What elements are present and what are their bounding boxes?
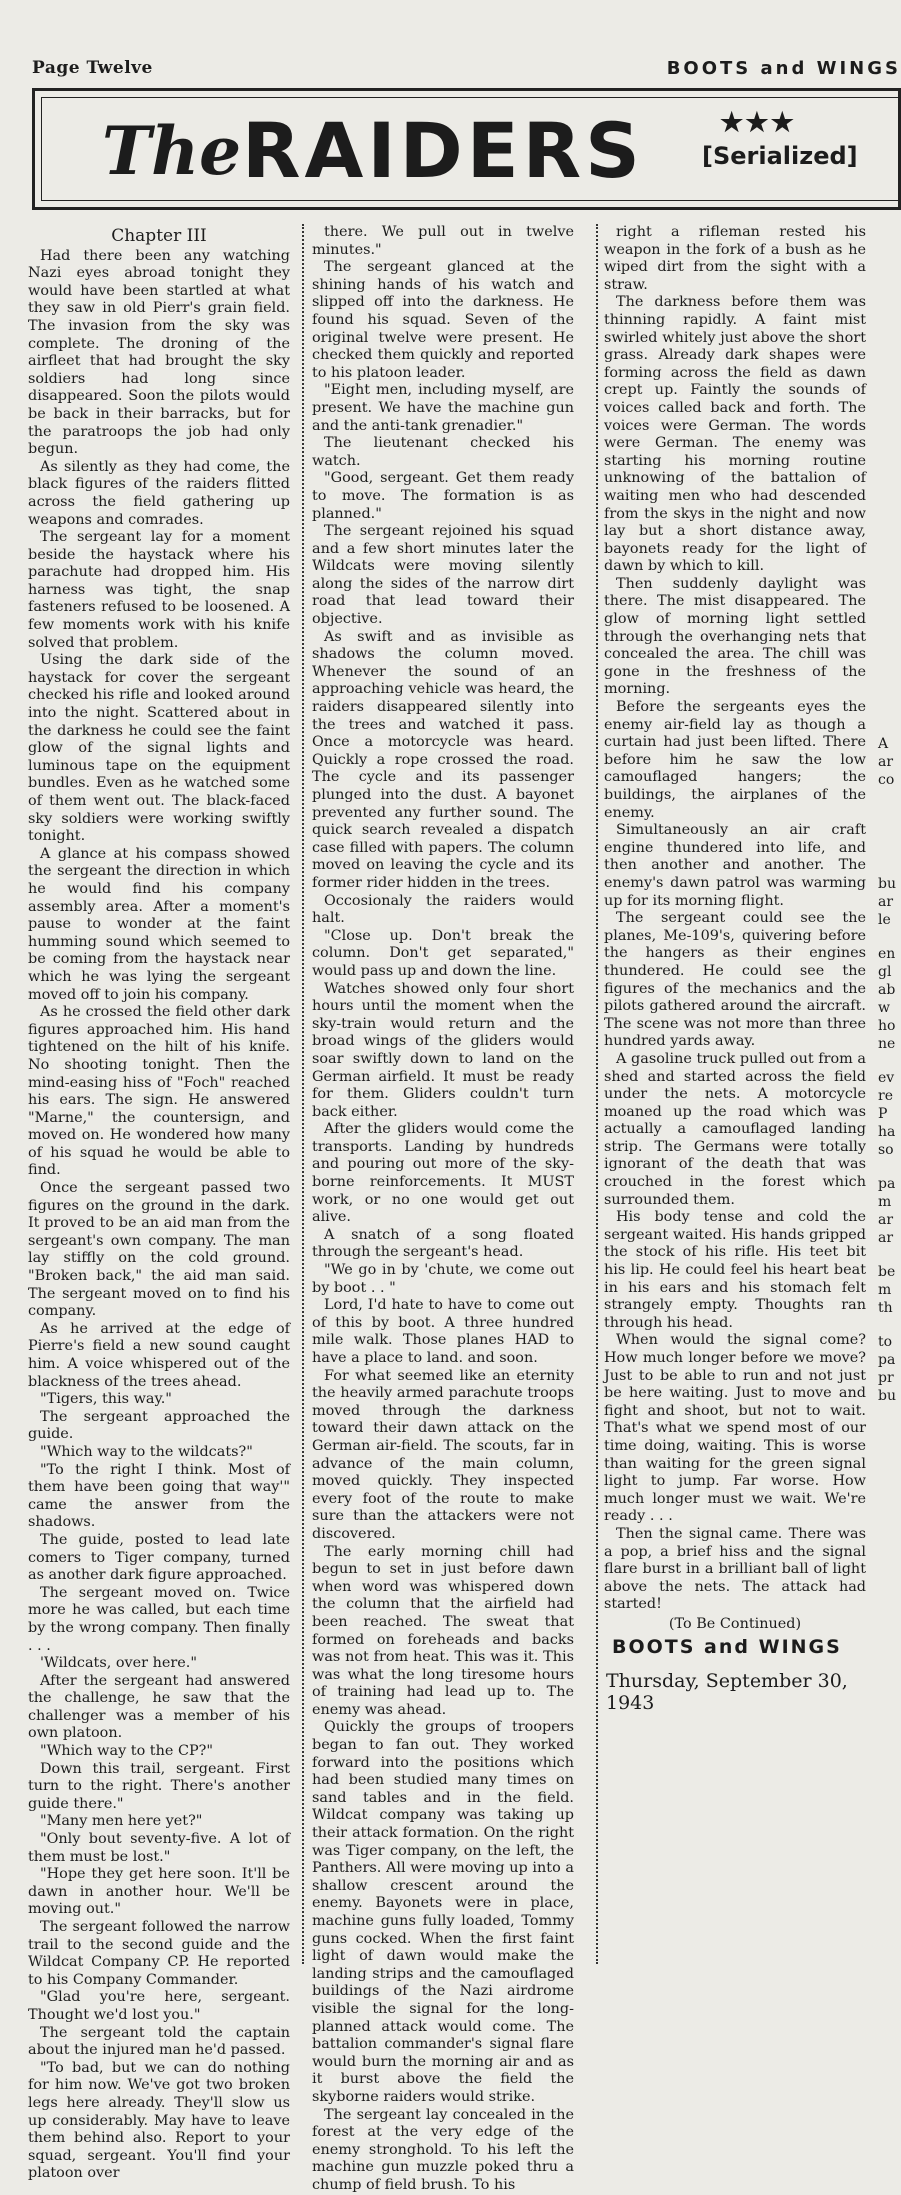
paragraph: "We go in by 'chute, we come out by boot . . " <box>312 1262 574 1296</box>
paragraph: The guide, posted to lead late comers to Tiger company, turned as another dark figure approached. <box>28 1531 290 1584</box>
paragraph: Then the signal came. There was a pop, a brief hiss and the signal flare burst in a brilliant ball of light above the nets. The attack had started! <box>604 1525 866 1613</box>
edge-fragment: en <box>878 946 896 962</box>
serialized-label: [Serialized] <box>702 142 858 170</box>
edge-fragment: m <box>878 1282 892 1298</box>
paragraph: The sergeant could see the planes, Me-109's, quivering before the hangers as their engines thundered. He could see the figures of the mechanics and the pilots gathered around the aircraft. The scene was not more than three hundred yards away. <box>604 910 866 1050</box>
edge-fragment: ha <box>878 1124 896 1140</box>
article-column-2 <box>312 224 574 2195</box>
paragraph: "To bad, but we can do nothing for him now. We've got two broken legs here already. They'll slow us up considerably. May have to leave them behind also. Report to your squad, sergeant. You'll find your platoon over <box>28 2059 290 2182</box>
paragraph: 'Wildcats, over here." <box>40 1655 198 1672</box>
edge-fragment: ho <box>878 1018 896 1034</box>
paragraph: The sergeant lay concealed in the forest at the very edge of the enemy stronghold. To his left the machine gun muzzle poked thru a chump of field brush. To his <box>312 2106 574 2193</box>
publication-name: BOOTS and WINGS <box>666 58 901 79</box>
edge-fragment: bu <box>878 876 896 892</box>
edge-fragment: pr <box>878 1370 894 1386</box>
paragraph: After the sergeant had answered the challenge, he saw that the challenger was a member of his own platoon. <box>28 1672 290 1742</box>
column-body <box>28 248 290 2183</box>
edge-fragment: gl <box>878 964 892 980</box>
edge-fragment: to <box>878 1334 893 1350</box>
paragraph: Simultaneously an air craft engine thundered into life, and then another and another. The enemy's dawn patrol was warming up for its morning flight. <box>604 822 866 909</box>
paragraph: The sergeant approached the guide. <box>28 1408 290 1443</box>
footer-publication: BOOTS and WINGS <box>612 1636 842 1658</box>
paragraph: As swift and as invisible as shadows the column moved. Whenever the sound of an approaching vehicle was heard, the raiders disappeared silently into the trees and watched it pass. Once a motorcycle was heard. Quickly a rope crossed the road. The cycle and its passenger plunged into the dust. A bayonet prevented any further sound. The quick search revealed a dispatch case filled with papers. The column moved on leaving the cycle and its former rider hidden in the trees. <box>312 628 574 891</box>
edge-fragment: le <box>878 912 891 928</box>
title-banner <box>32 88 901 210</box>
paragraph: Occosionaly the raiders would halt. <box>312 892 574 927</box>
edge-fragment: re <box>878 1088 893 1104</box>
edge-fragment: pa <box>878 1352 896 1368</box>
edge-fragment: ar <box>878 754 894 770</box>
paragraph: "Glad you're here, sergeant. Thought we'd lost you." <box>28 1989 290 2023</box>
paragraph: "Eight men, including myself, are present. We have the machine gun and the anti-tank grenadier." <box>312 382 574 434</box>
paragraph: Then suddenly daylight was there. The mist disappeared. The glow of morning light settled through the overhanging nets that concealed the area. The chill was gone in the freshness of the morning. <box>604 575 866 698</box>
paragraph: "Hope they get here soon. It'll be dawn in another hour. We'll be moving out." <box>28 1866 290 1918</box>
chapter-heading: Chapter III <box>111 226 207 246</box>
paragraph: Down this trail, sergeant. First turn to the right. There's another guide there." <box>28 1760 290 1812</box>
paragraph: The early morning chill had begun to set in just before dawn when word was whispered down the column that the airfield had been reached. The sweat that formed on foreheads and backs was not from heat. This was it. This was what the long tiresome hours of training had lead up to. The enemy was ahead. <box>312 1543 574 1718</box>
paragraph: Lord, I'd hate to have to come out of this by boot. A three hundred mile walk. Those planes HAD to have a place to land. and soon. <box>312 1297 574 1366</box>
edge-fragment: be <box>878 1264 896 1280</box>
paragraph: "To the right I think. Most of them have been going that way'" came the answer from the shadows. <box>28 1461 290 1531</box>
paragraph: Once the sergeant passed two figures on the ground in the dark. It proved to be an aid man from the sergeant's own company. The man lay stiffly on the cold ground. "Broken back," the aid man said. The sergeant moved on to find his company. <box>28 1180 290 1320</box>
paragraph: "Which way to the wildcats?" <box>40 1443 253 1460</box>
edge-fragment: P <box>878 1106 888 1122</box>
edge-fragment: ar <box>878 894 894 910</box>
paragraph: right a rifleman rested his weapon in the fork of a bush as he wiped dirt from the sight with a straw. <box>604 224 866 293</box>
edge-fragment: m <box>878 1194 892 1210</box>
paragraph: As silently as they had come, the black figures of the raiders flitted across the field gathering up weapons and comrades. <box>28 458 290 528</box>
paragraph: For what seemed like an eternity the heavily armed parachute troops moved through the darkness toward their dawn attack on the German air-field. The scouts, far in advance of the main column, moved quickly. They inspected every foot of the route to make sure than the attackers were not discovered. <box>312 1367 574 1542</box>
paragraph: The sergeant glanced at the shining hands of his watch and slipped off into the darkness. He found his squad. Seven of the original twelve were present. He checked them quickly and reported to his platoon leader. <box>312 259 574 381</box>
paragraph: Had there been any watching Nazi eyes abroad tonight they would have been startled at what they saw in old Pierr's grain field. The invasion from the sky was complete. The droning of the airfleet that had brought the sky soldiers had long since disappeared. Soon the pilots would be back in their barracks, but for the paratroops the job had only begun. <box>28 247 290 458</box>
column-body <box>604 224 866 1614</box>
paragraph: A gasoline truck pulled out from a shed and started across the field under the nets. A motorcycle moaned up the road which was actually a camouflaged landing strip. The Germans were totally ignorant of the death that was crouched in the forest which surrounded them. <box>604 1050 866 1208</box>
footer-date: Thursday, September 30, 1943 <box>606 1670 848 1714</box>
paragraph: When would the signal come? How much longer before we move? Just to be able to run and not just be here waiting. Just to move and fight and shoot, but not to wait. That's what we spend most of our time doing, waiting. This is worse than waiting for the green signal light to jump. Far worse. How much longer must we wait. We're ready . . . <box>604 1332 866 1525</box>
edge-fragment: bu <box>878 1388 896 1404</box>
paragraph: As he arrived at the edge of Pierre's field a new sound caught him. A voice whispered out of the blackness of the trees ahead. <box>28 1320 290 1390</box>
column-divider <box>302 224 304 1964</box>
edge-fragment: ne <box>878 1036 896 1052</box>
paragraph: His body tense and cold the sergeant waited. His hands gripped the stock of his rifle. His teet bit his lip. He could feel his heart beat in his ears and his stomach felt strangely empty. Thoughts ran through his head. <box>604 1209 866 1331</box>
edge-fragment: so <box>878 1142 894 1158</box>
paragraph: there. We pull out in twelve minutes." <box>312 224 574 258</box>
paragraph: The sergeant told the captain about the injured man he'd passed. <box>28 2024 290 2059</box>
paragraph: The sergeant rejoined his squad and a few short minutes later the Wildcats were moving silently along the sides of the narrow dirt road that lead toward their objective. <box>312 523 574 628</box>
edge-fragment: pa <box>878 1176 896 1192</box>
paragraph: Using the dark side of the haystack for cover the sergeant checked his rifle and looked around into the night. Scattered about in the darkness he could see the faint glow of the signal lights and luminous tape on the equipment bundles. Even as he watched some of them went out. The black-faced sky soldiers were working swiftly tonight. <box>28 652 290 845</box>
banner-inner-frame <box>41 97 898 201</box>
paragraph: The sergeant followed the narrow trail to the second guide and the Wildcat Company CP. He reported to his Company Commander. <box>28 1919 290 1988</box>
paragraph: "Many men here yet?" <box>40 1813 203 1830</box>
paragraph: "Tigers, this way." <box>40 1391 172 1408</box>
paragraph: A glance at his compass showed the sergeant the direction in which he would find his company assembly area. After a moment's pause to wonder at the faint humming sound which seemed to be coming from the haystack near which he was lying the sergeant moved off to join his company. <box>28 845 290 1003</box>
column-divider <box>596 224 598 1964</box>
paragraph: The sergeant lay for a moment beside the haystack where his parachute had dropped him. His harness was tight, the snap fasteners refused to be loosened. A few moments work with his knife solved that problem. <box>28 529 290 651</box>
article-column-3 <box>604 224 866 1634</box>
edge-fragment: co <box>878 772 895 788</box>
paragraph: As he crossed the field other dark figures approached him. His hand tightened on the hilt of his knife. No shooting tonight. Then the mind-easing hiss of "Foch" reached his ears. The sign. He answered "Marne," the countersign, and moved on. He wondered how many of his squad he would be able to find. <box>28 1004 290 1179</box>
edge-fragment: A <box>878 736 889 752</box>
paragraph: Watches showed only four short hours until the moment when the sky-train would return and the broad wings of the gliders would soar swiftly down to land on the German airfield. It must be ready for them. Gliders couldn't turn back either. <box>312 980 574 1120</box>
edge-fragment: w <box>878 1000 890 1016</box>
paragraph: After the gliders would come the transports. Landing by hundreds and pouring out more of the sky-borne reinforcements. It MUST work, or no one would get out alive. <box>312 1121 574 1226</box>
paragraph: The lieutenant checked his watch. <box>312 435 574 469</box>
edge-fragment: ar <box>878 1212 894 1228</box>
column-body <box>312 224 574 2195</box>
page-number: Page Twelve <box>32 58 153 78</box>
edge-fragment: ev <box>878 1070 895 1086</box>
paragraph: The darkness before them was thinning rapidly. A faint mist swirled whitely just above the short grass. Already dark shapes were forming across the field as dawn crept up. Faintly the sounds of voices called back and forth. The voices were German. The words were German. The enemy was starting his morning routine unknowing of the battalion of waiting men who had descended from the skys in the night and now lay but a short distance away, bayonets ready for the light of dawn by which to kill. <box>604 294 866 575</box>
paragraph: Before the sergeants eyes the enemy air-field lay as though a curtain had just been lifted. There before him he saw the low camouflaged hangers; the buildings, the airplanes of the enemy. <box>604 699 866 821</box>
title-the: The <box>102 112 242 190</box>
stars-icon: ★★★ <box>720 108 796 138</box>
paragraph: The sergeant moved on. Twice more he was called, but each time by the wrong company. Then finally . . . <box>28 1584 290 1654</box>
paragraph: Quickly the groups of troopers began to fan out. They worked forward into the positions which had been studied many times on sand tables and in the field. Wildcat company was taking up their attack formation. On the right was Tiger company, on the left, the Panthers. All were moving up into a shallow crescent around the enemy. Bayonets were in place, machine guns fully loaded, Tommy guns cocked. When the first faint light of dawn would make the landing strips and the camouflaged buildings of the Nazi airdrome visible the signal for the long-planned attack would come. The battalion commander's signal flare would burn the morning air and as it burst above the field the skyborne raiders would strike. <box>312 1719 574 2105</box>
paragraph: A snatch of a song floated through the sergeant's head. <box>312 1226 574 1261</box>
edge-fragment: th <box>878 1300 893 1316</box>
edge-fragment: ar <box>878 1230 894 1246</box>
title-raiders: RAIDERS <box>242 106 644 195</box>
paragraph: "Good, sergeant. Get them ready to move. The formation is as planned." <box>312 470 574 522</box>
article-column-1 <box>28 228 290 2183</box>
paragraph: "Close up. Don't break the column. Don't get separated," would pass up and down the line. <box>312 927 574 979</box>
paragraph: "Only bout seventy-five. A lot of them must be lost." <box>28 1831 290 1865</box>
paragraph: "Which way to the CP?" <box>40 1743 213 1760</box>
edge-fragment: ab <box>878 982 896 998</box>
to-be-continued: (To Be Continued) <box>668 1615 802 1632</box>
